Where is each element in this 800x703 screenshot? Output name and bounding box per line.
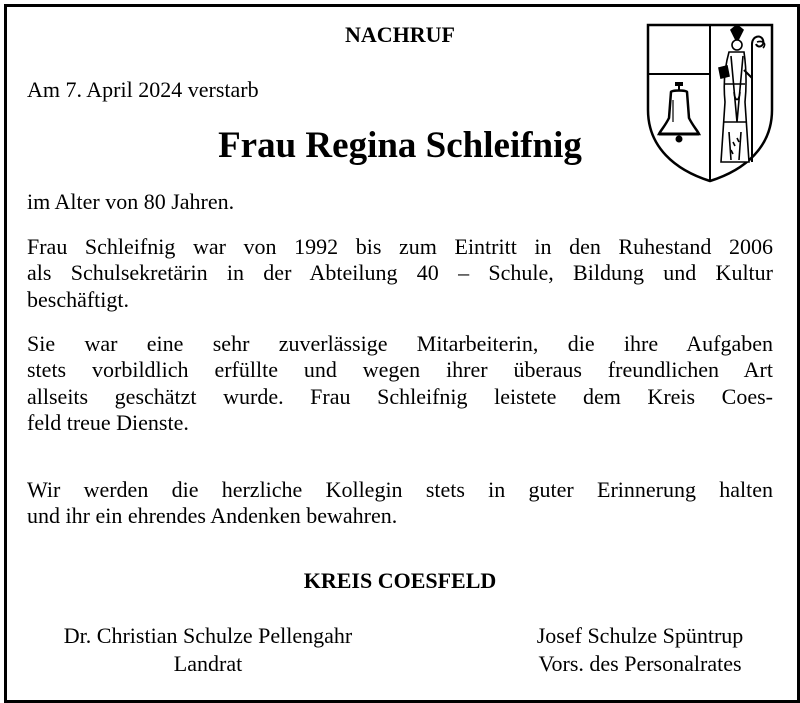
deceased-name: Frau Regina Schleifnig — [218, 125, 582, 166]
paragraph-line: und ihr ein ehrendes Andenken bewahren. — [27, 503, 398, 529]
paragraph-line: Frau Schleifnig war von 1992 bis zum Eintritt in den Ruhestand 2006 — [27, 234, 773, 259]
signatory-left — [27, 622, 389, 678]
notice-heading: NACHRUF — [345, 22, 455, 47]
career-paragraph — [27, 234, 773, 313]
paragraph-line: Wir werden die herzliche Kollegin stets in guter Erinnerung halten — [27, 477, 773, 502]
signatory-name: Josef Schulze Spüntrup — [536, 623, 744, 648]
paragraph-line: stets vorbildlich erfüllte und wegen ihrer überaus freundlichen Art — [27, 357, 773, 383]
signatory-right — [490, 622, 790, 678]
coat-of-arms-icon — [645, 22, 775, 184]
signatory-title: Landrat — [173, 651, 243, 676]
signatory-name: Dr. Christian Schulze Pellengahr — [63, 623, 353, 648]
paragraph-line: feld treue Dienste. — [27, 410, 189, 436]
paragraph-line: beschäftigt. — [27, 286, 130, 312]
paragraph-line: allseits geschätzt wurde. Frau Schleifnig leistete dem Kreis Coes- — [27, 383, 773, 409]
closing-paragraph — [27, 477, 773, 530]
organization-name: KREIS COESFELD — [303, 568, 497, 593]
paragraph-line: als Schulsekretärin in der Abteilung 40 – Schule, Bildung und Kultur — [27, 260, 773, 286]
signatory-title: Vors. des Personalrates — [538, 651, 742, 676]
tribute-paragraph — [27, 331, 773, 437]
paragraph-line: Sie war eine sehr zuverlässige Mitarbeiterin, die ihre Aufgaben — [27, 331, 773, 356]
date-of-death-line: Am 7. April 2024 verstarb — [27, 77, 259, 102]
age-line: im Alter von 80 Jahren. — [27, 189, 235, 214]
